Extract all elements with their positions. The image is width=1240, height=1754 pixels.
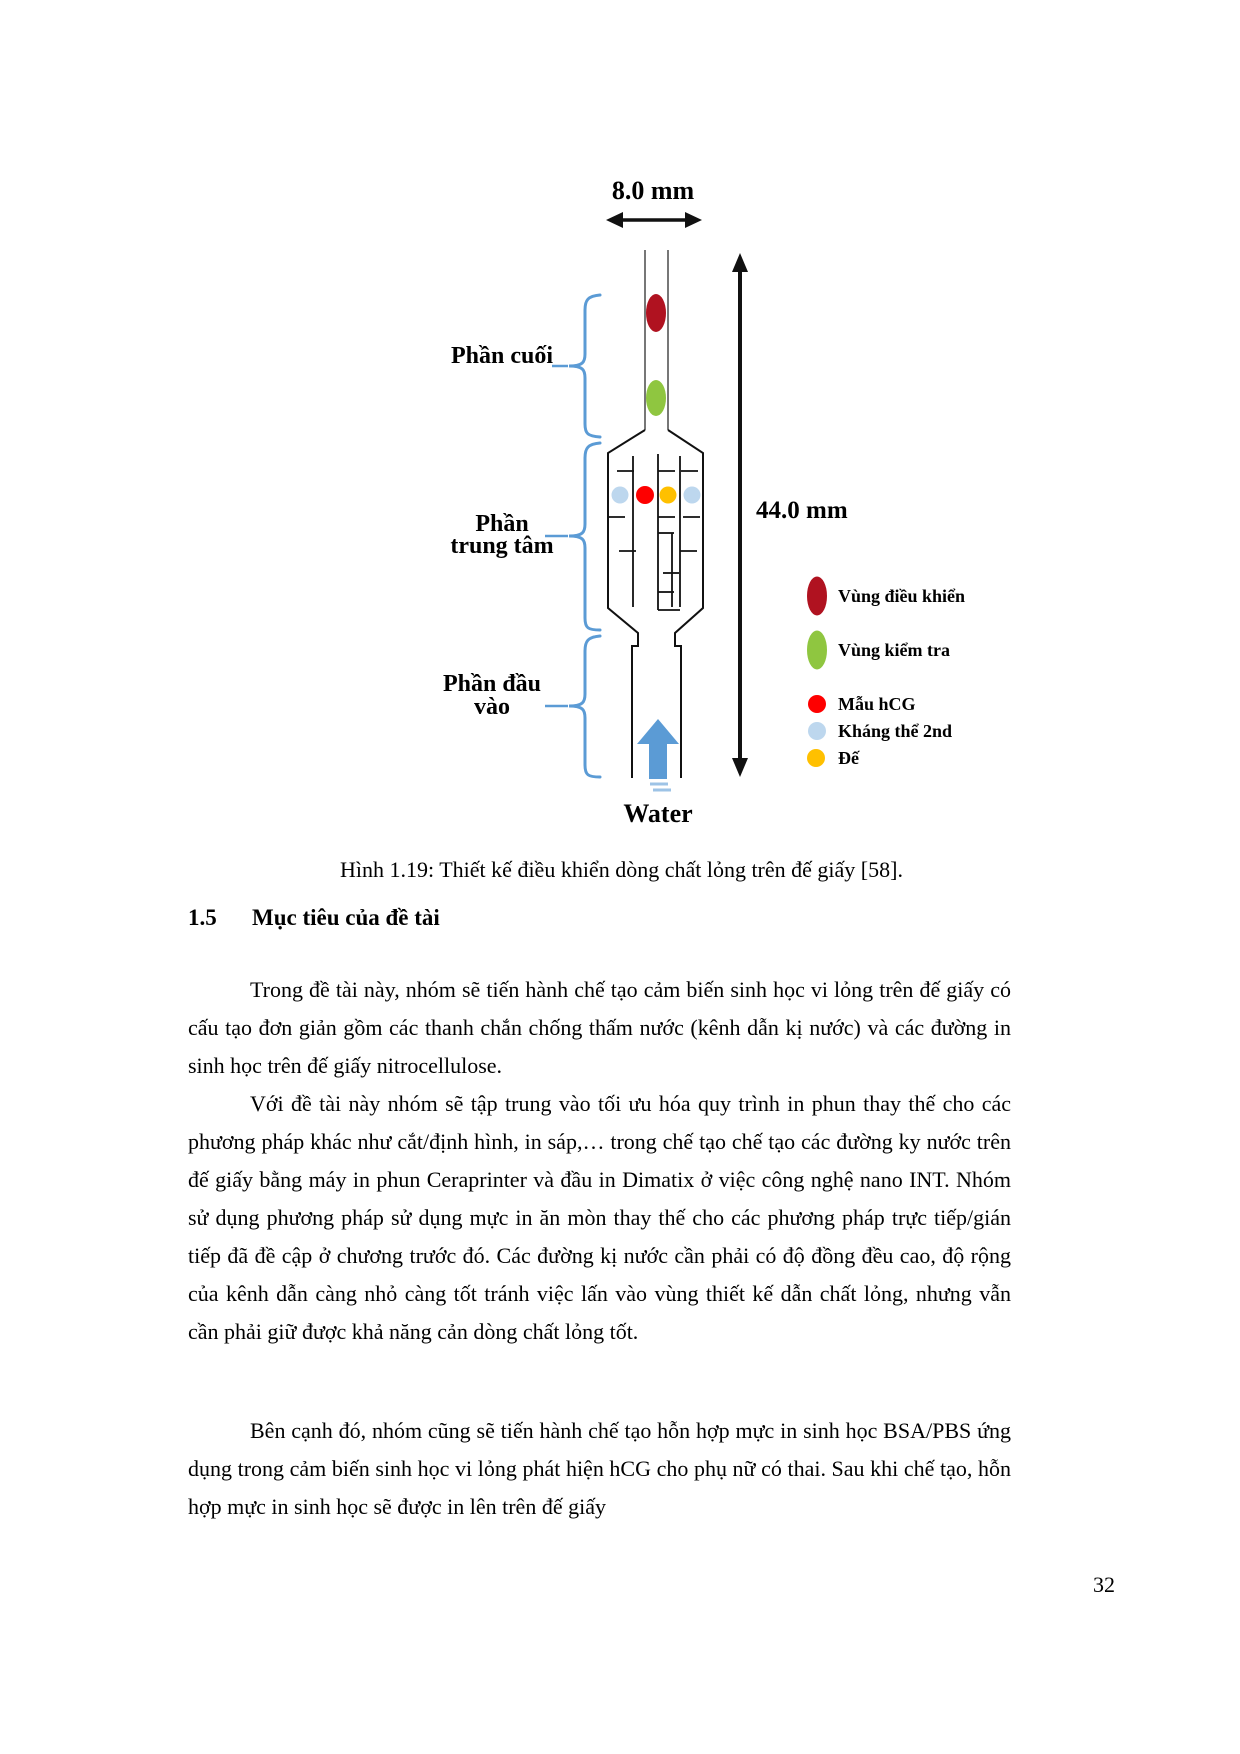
figure-legend [807,577,965,769]
dimension-width-arrow [606,212,702,228]
brace-top-section [569,295,600,437]
antibody-dot-left [612,487,629,504]
brace-middle-section [569,443,600,630]
legend-swatch-base [807,749,825,767]
section-number: 1.5 [188,905,217,930]
body-paragraph-2: Với đề tài này nhóm sẽ tập trung vào tối ưu hóa quy trình in phun thay thế cho các phương pháp khác như cắt/định hình, in sáp,… trong chế tạo chế tạo các đường ky nước trên đế giấy bằng máy in phun Ceraprinter và đầu in Dimatix ở việc công nghệ nano INT. Nhóm sử dụng phương pháp sử dụng mực in ăn mòn thay thế cho các phương pháp trực tiếp/gián tiếp đã đề cập ở chương trước đó. Các đường kị nước cần phải có độ đồng đều cao, độ rộng của kênh dẫn càng nhỏ càng tốt tránh việc lấn vào vùng thiết kế dẫn chất lỏng, nhưng vẫn cần phải giữ được khả năng cản dòng chất lỏng tốt. [188,1091,1011,1344]
legend-label-base: Đế [838,748,859,768]
water-label: Water [623,799,693,828]
legend-swatch-antibody [808,722,826,740]
control-zone-spot [646,294,666,332]
legend-label-antibody: Kháng thể 2nd [838,721,953,741]
body-paragraph-3: Bên cạnh đó, nhóm cũng sẽ tiến hành chế tạo hỗn hợp mực in sinh học BSA/PBS ứng dụng trong cảm biến sinh học vi lỏng phát hiện hCG cho phụ nữ có thai. Sau khi chế tạo, hỗn hợp mực in sinh học sẽ được in lên trên đế giấy [188,1418,1011,1519]
label-middle-section-line1: Phần [475,511,529,537]
dimension-width-label: 8.0 mm [611,176,695,205]
legend-swatch-hcg-sample [808,695,826,713]
legend-label-control-zone: Vùng điều khiển [838,586,966,606]
label-bottom-section-line1: Phần đầu [442,671,542,697]
legend-swatch-control-zone [807,577,827,616]
base-dot [660,487,677,504]
brace-bottom-section [569,636,600,777]
dimension-height-label: 44.0 mm [756,497,848,524]
antibody-dot-right [684,487,701,504]
label-bottom-section-line2: vào [474,694,510,720]
water-arrow [637,719,679,779]
figure-diagram [230,150,1020,850]
section-heading [188,905,1011,931]
label-middle-section-line2: trung tâm [450,533,554,559]
channel-baffles [608,454,700,610]
dimension-height-arrow [732,253,748,777]
test-zone-spot [646,380,666,416]
legend-label-test-zone: Vùng kiểm tra [838,640,950,660]
water-surface-marks [650,784,671,790]
label-top-section: Phần cuối [450,343,553,369]
section-title: Mục tiêu của đề tài [252,905,440,930]
body-paragraph-1: Trong đề tài này, nhóm sẽ tiến hành chế tạo cảm biến sinh học vi lỏng trên đế giấy có cấu tạo đơn giản gồm các thanh chắn chống thấm nước (kênh dẫn kị nước) và các đường in sinh học trên đế giấy nitrocellulose. [188,977,1011,1078]
legend-label-hcg-sample: Mẫu hCG [838,694,916,714]
page-number: 32 [1093,1572,1115,1597]
hcg-sample-dot [636,486,654,504]
figure-caption: Hình 1.19: Thiết kế điều khiển dòng chất lỏng trên đế giấy [58]. [340,857,903,882]
legend-swatch-test-zone [807,631,827,670]
